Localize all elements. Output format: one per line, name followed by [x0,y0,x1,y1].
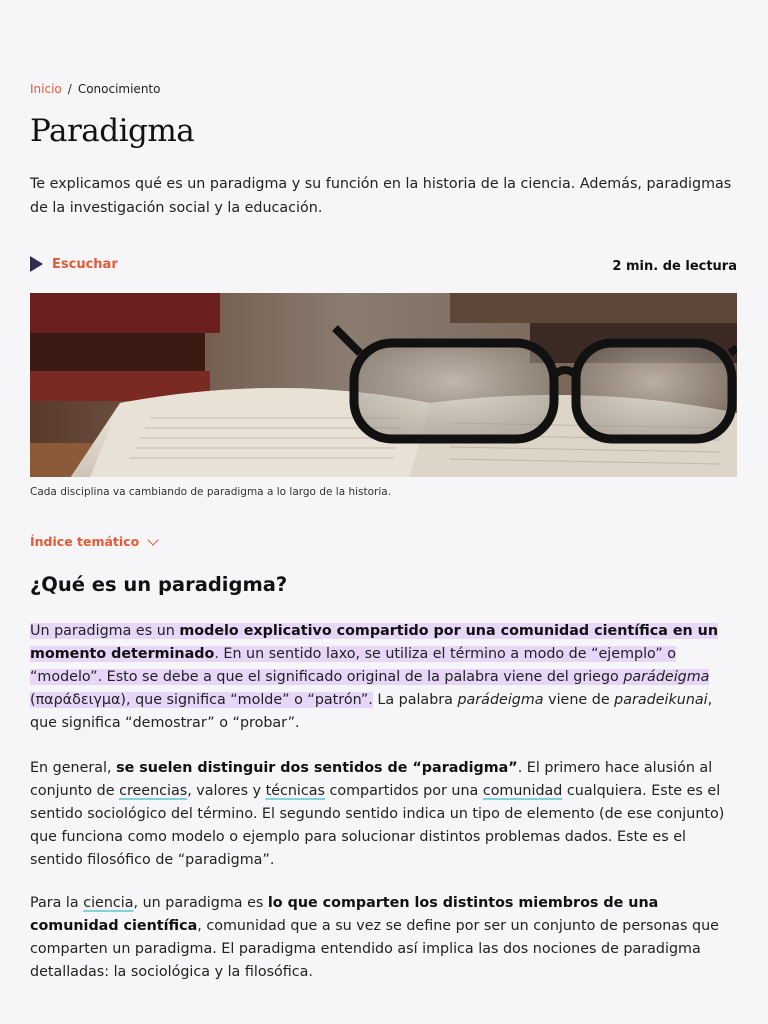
text-span: cualquiera. Este es el sentido sociológico del término. El segundo sentido indica un tipo de elemento (de ese conjunto) que funciona como modelo o ejemplo para solucionar distintos problemas dados. Este es el sentido filosófico de “paradigma”. [30,783,725,868]
table-of-contents-toggle[interactable] [30,534,157,549]
link-ciencia[interactable]: ciencia [83,895,134,911]
reading-time: 2 min. de lectura [612,259,737,274]
breadcrumb-home-link[interactable]: Inicio [30,82,62,96]
breadcrumb [30,80,160,98]
listen-button[interactable] [30,256,118,272]
bold-text: se suelen distinguir dos sentidos de “paradigma” [116,760,518,776]
paragraph-senses [30,757,737,872]
paragraph-science [30,892,737,984]
text-span: En general, [30,760,117,776]
breadcrumb-current: Conocimiento [77,82,161,96]
text-span: . En un sentido laxo, se utiliza el término a modo de “ejemplo” o “modelo”. Esto se debe a que el significado original de la palabra viene del griego [30,646,676,685]
text-span: (παράδειγμα), que significa “molde” o “patrón”. [30,692,373,708]
text-span: Para la [30,895,84,911]
text-span: Un paradigma es un [30,623,180,639]
page-title: Paradigma [30,113,195,149]
italic-text: paradeikunai [614,692,708,708]
paragraph-definition [30,620,737,735]
text-span: La palabra [372,692,458,708]
bold-text: modelo explicativo compartido por una comunidad científica en un momento determinado [30,623,719,662]
section-heading: ¿Qué es un paradigma? [30,573,288,596]
listen-label: Escuchar [52,256,118,272]
article-intro: Te explicamos qué es un paradigma y su función en la historia de la ciencia. Además, paradigmas de la investigación social y la educación. [30,176,732,216]
chevron-down-icon [148,534,159,545]
text-span: , un paradigma es [133,895,268,911]
italic-text: parádeigma [623,669,710,685]
text-span: , que significa “demostrar” o “probar”. [30,692,713,731]
text-span: . El primero hace alusión al conjunto de [30,760,713,799]
table-of-contents-label: Índice temático [30,534,140,549]
text-span: compartidos por una [324,783,483,799]
text-span: viene de [543,692,615,708]
hero-image [30,293,737,477]
glasses-on-book-illustration [30,293,737,477]
image-caption: Cada disciplina va cambiando de paradigma a lo largo de la historia. [30,486,392,498]
text-span: , valores y [187,783,266,799]
link-tecnicas[interactable]: técnicas [265,783,325,799]
italic-text: parádeigma [457,692,544,708]
text-span: , comunidad que a su vez se define por ser un conjunto de personas que comparten un paradigma. El paradigma entendido así implica las dos nociones de paradigma detalladas: la sociológica y la filosófica. [30,918,719,980]
breadcrumb-separator: / [67,82,72,96]
link-comunidad[interactable]: comunidad [482,783,563,799]
play-icon [30,256,43,272]
bold-text: lo que comparten los distintos miembros de una comunidad científica [30,895,659,934]
link-creencias[interactable]: creencias [119,783,188,799]
